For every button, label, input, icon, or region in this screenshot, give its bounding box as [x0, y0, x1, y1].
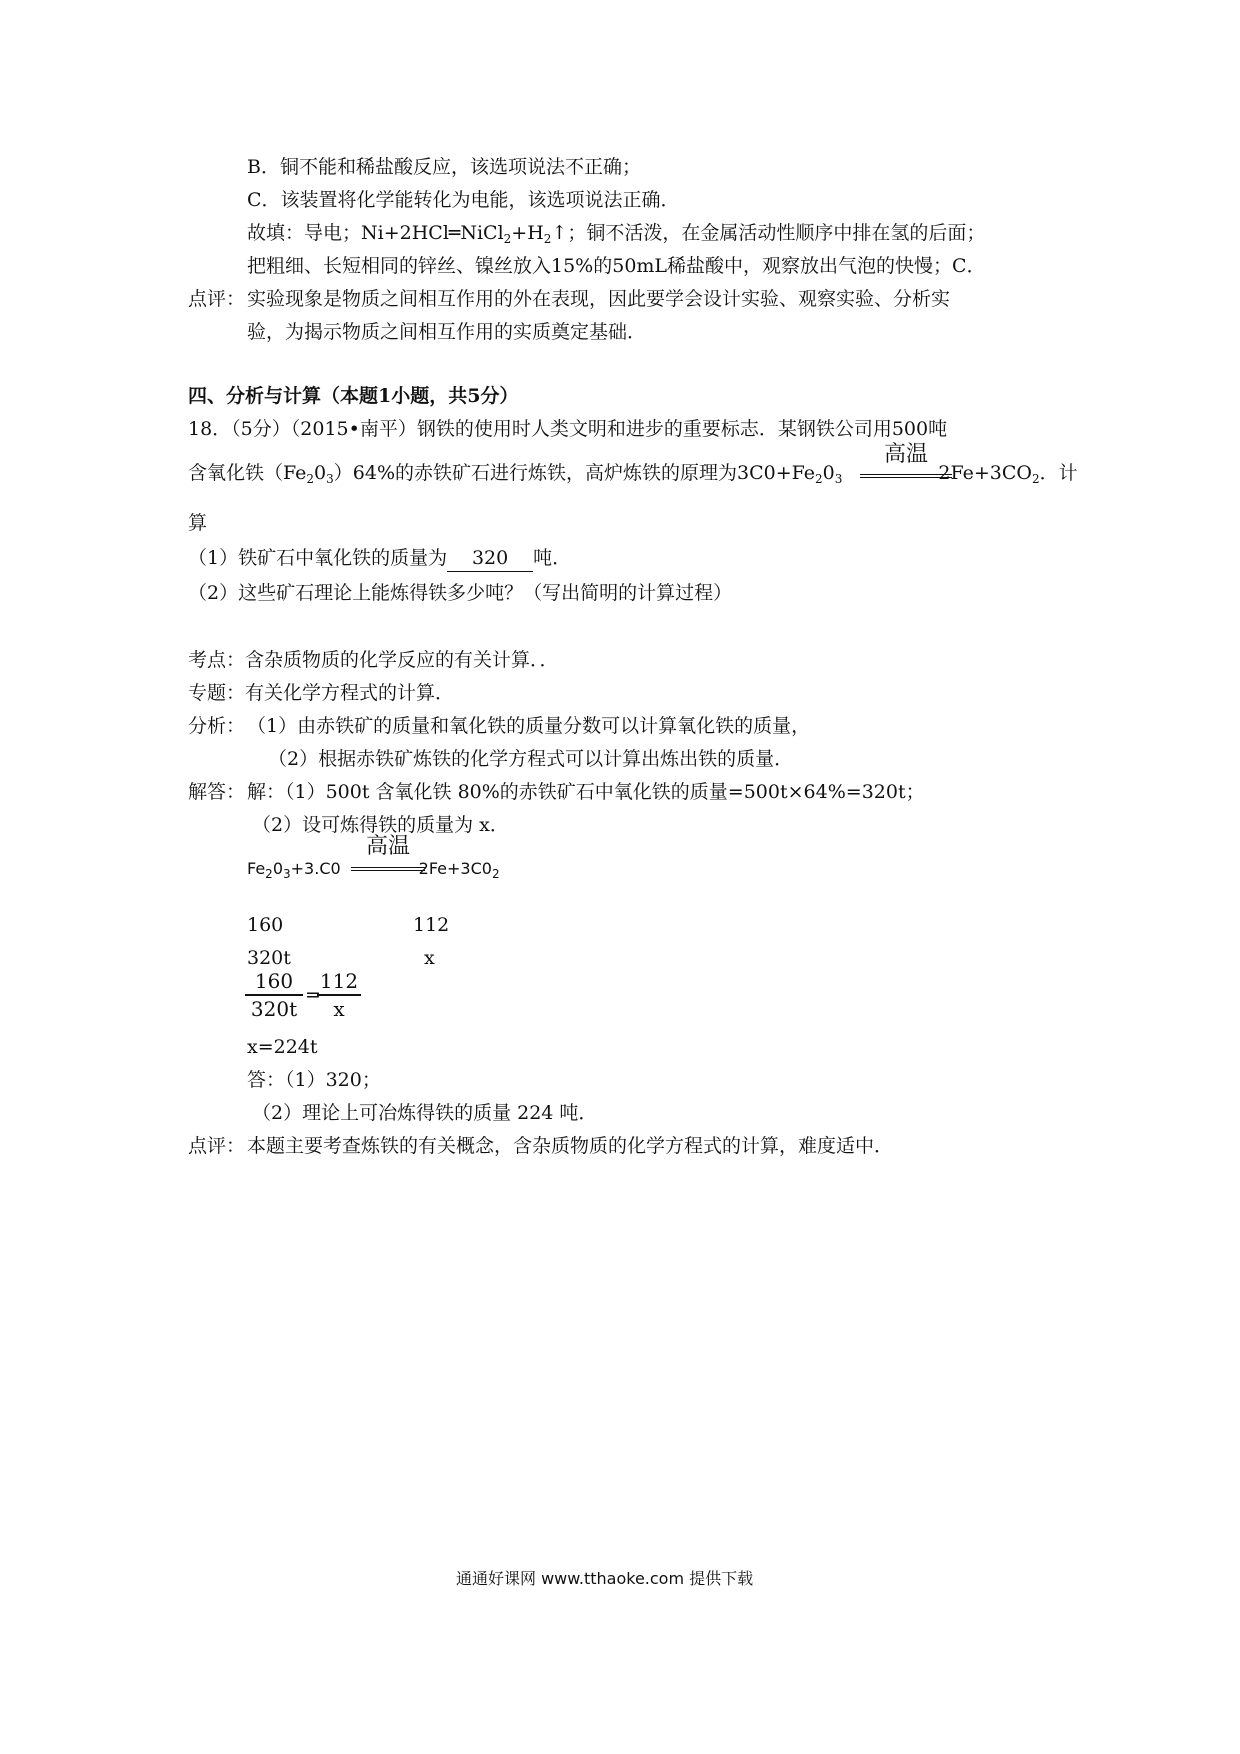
kaodian-text: 考点：含杂质物质的化学反应的有关计算．．	[188, 649, 559, 671]
eq-text-d: 2Fe+3C0	[418, 859, 492, 878]
jieda-label: 解答：	[188, 781, 246, 803]
jieda-line2: （2）设可炼得铁的质量为 x．	[252, 814, 509, 836]
q-text-a: 含氧化铁（Fe	[188, 462, 307, 484]
fill-answer-line2: 把粗细、长短相同的锌丝、镍丝放入15%的50mL稀盐酸中，观察放出气泡的快慢；C．	[247, 255, 986, 277]
sub1-answer-blank: 320	[447, 545, 533, 572]
reaction-condition-label: 高温	[883, 442, 928, 467]
fraction-left-denominator: 320t	[250, 997, 298, 1021]
section-title: 四、分析与计算（本题1小题，共5分）	[188, 385, 519, 407]
fraction-right-numerator: 112	[317, 968, 361, 996]
q-sub-2: 3	[326, 472, 334, 486]
mass-row2-right: x	[424, 947, 435, 969]
eq-text-c: +3.C0	[290, 859, 341, 878]
answer-line1: 答：（1）320；	[247, 1069, 381, 1091]
fenxi-line2: （2）根据赤铁矿炼铁的化学方程式可以计算出炼出铁的质量．	[268, 748, 794, 770]
dianping-label: 点评：	[188, 1135, 246, 1157]
question-line3: 算	[188, 512, 208, 534]
fill-mid: +H	[511, 222, 544, 244]
q-sub-4: 3	[834, 472, 843, 486]
q-text-e: 2Fe+3CO	[938, 462, 1033, 484]
option-c-text: C．该装置将化学能转化为电能，该选项说法正确．	[247, 189, 680, 211]
fill-prefix: 故填：导电；Ni+2HCl═NiCl	[247, 222, 504, 244]
prev-comment-line1: 实验现象是物质之间相互作用的外在表现，因此要学会设计实验、观察实验、分析实	[247, 288, 951, 310]
q-text-f: ．计	[1039, 462, 1078, 484]
prev-comment-line2: 验，为揭示物质之间相互作用的实质奠定基础．	[247, 321, 647, 343]
fill-sub1: 2	[503, 232, 512, 246]
eq-text-a: Fe	[247, 859, 266, 878]
sub-question-1	[188, 545, 571, 572]
answer-line2: （2）理论上可冶炼得铁的质量 224 吨．	[252, 1102, 598, 1124]
eq-sub-2: 3	[283, 867, 291, 881]
q-text-c: ）64%的赤铁矿石进行炼铁，高炉炼铁的原理为3C0+Fe	[333, 462, 816, 484]
q-text-b: 0	[314, 462, 327, 484]
eq-double-line	[351, 867, 425, 871]
jieda-line1: 解：（1）500t 含氧化铁 80%的赤铁矿石中氧化铁的质量=500t×64%=320t；	[247, 781, 925, 803]
zhuanti-text: 专题：有关化学方程式的计算．	[188, 682, 455, 704]
fraction-right-denominator: x	[333, 997, 345, 1021]
fraction-left	[245, 968, 303, 1022]
question-line1: 18．（5分）（2015•南平）钢铁的使用时人类文明和进步的重要标志．某钢铁公司用500吨	[188, 418, 948, 440]
fenxi-line1: （1）由赤铁矿的质量和氧化铁的质量分数可以计算氧化铁的质量，	[247, 715, 811, 737]
fill-sub2: 2	[543, 232, 552, 246]
sub-question-2: （2）这些矿石理论上能炼得铁多少吨？（写出简明的计算过程）	[188, 582, 733, 604]
dianping-text: 本题主要考查炼铁的有关概念，含杂质物质的化学方程式的计算，难度适中．	[247, 1135, 894, 1157]
mass-row2-left: 320t	[247, 947, 291, 969]
q-sub-1: 2	[306, 472, 315, 486]
reaction-double-line	[860, 474, 952, 478]
mass-row1-right: 112	[413, 914, 450, 936]
solution-equation	[247, 856, 500, 887]
prev-comment-label: 点评：	[188, 288, 246, 310]
fill-answer-line1	[247, 220, 985, 252]
mass-row1-left: 160	[247, 914, 284, 936]
q-text-d: 0	[822, 462, 835, 484]
footer-text: 通通好课网 www.tthaoke.com 提供下载	[456, 1569, 754, 1588]
sub1-suffix: 吨．	[533, 547, 572, 569]
eq-text-b: 0	[272, 859, 283, 878]
eq-sub-3: 2	[491, 867, 500, 881]
eq-condition-label: 高温	[365, 834, 410, 859]
fraction-right	[317, 968, 361, 1022]
fill-suffix: ↑；铜不活泼，在金属活动性顺序中排在氢的后面；	[551, 222, 986, 244]
q-sub-5: 2	[1032, 472, 1040, 486]
fraction-left-numerator: 160	[245, 968, 303, 996]
option-b-text: B．铜不能和稀盐酸反应，该选项说法不正确；	[247, 156, 641, 178]
sub1-prefix: （1）铁矿石中氧化铁的质量为	[188, 547, 448, 569]
eq-sub-1: 2	[265, 867, 273, 881]
fraction-equals: =	[305, 984, 321, 1006]
result-text: x=224t	[247, 1036, 318, 1058]
fenxi-label: 分析：	[188, 715, 246, 737]
q-sub-3: 2	[815, 472, 823, 486]
